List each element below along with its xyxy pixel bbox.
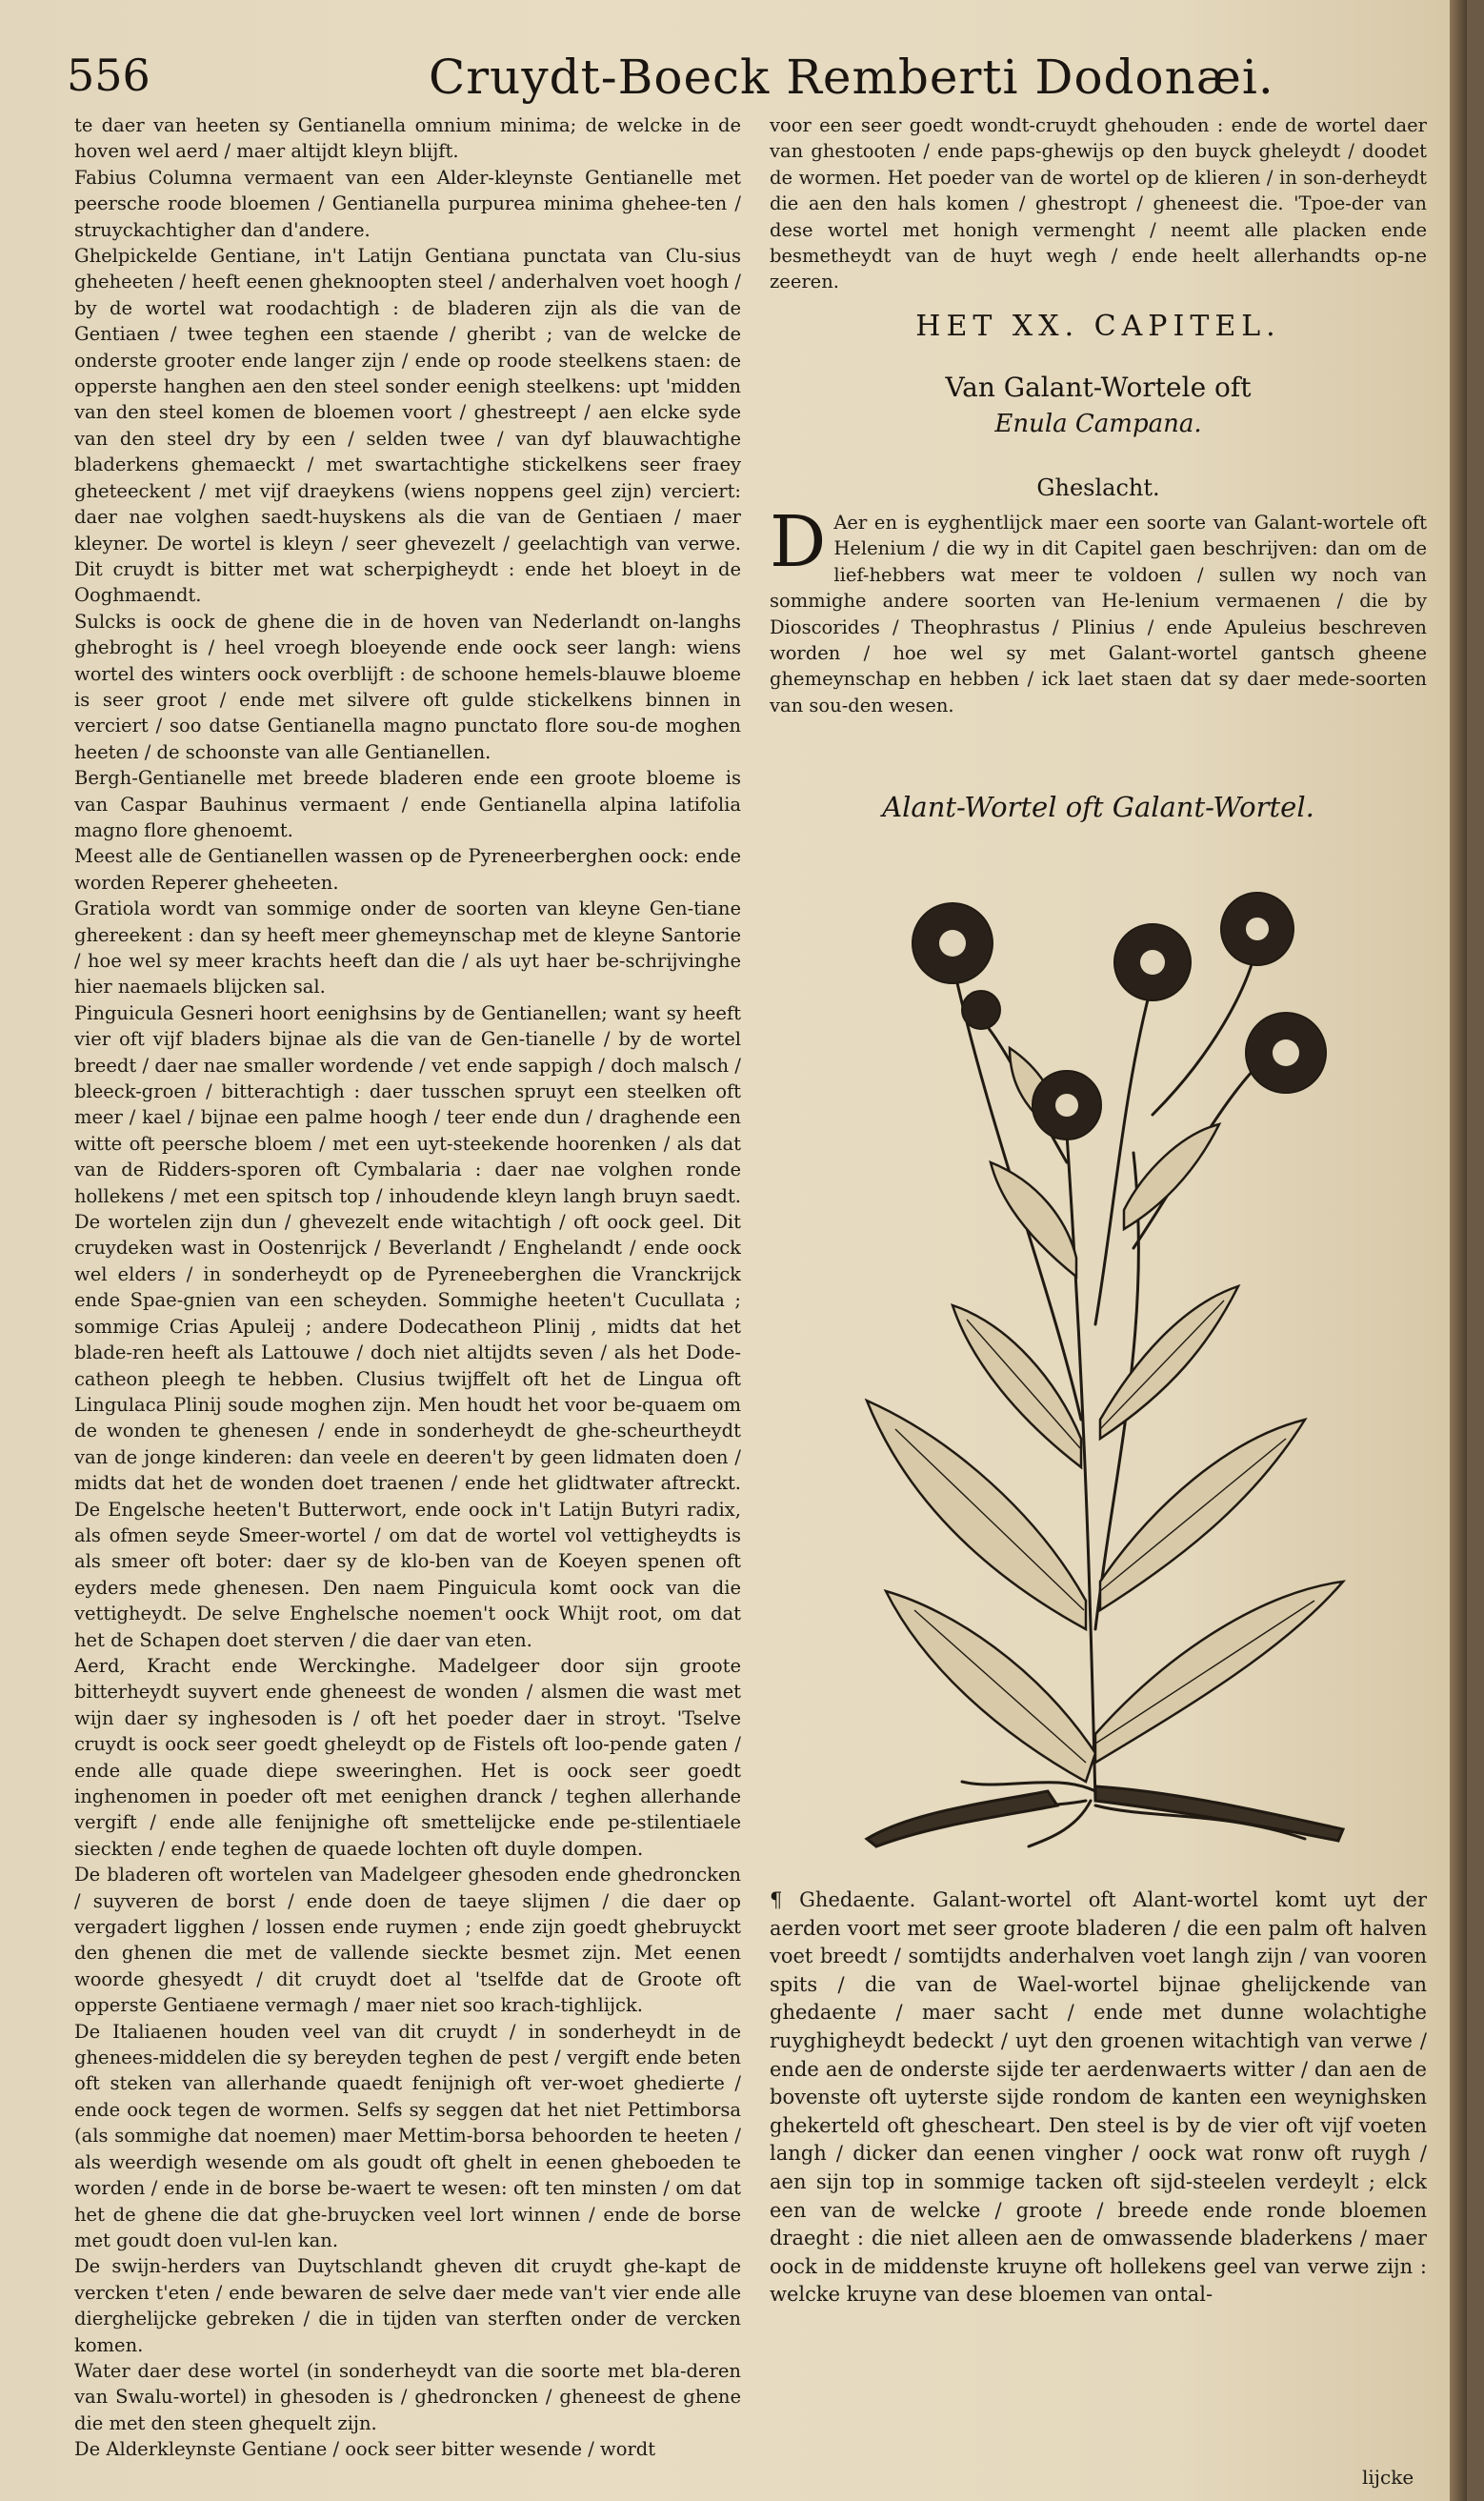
page-edge	[1450, 0, 1467, 2501]
paragraph: Ghelpickelde Gentiane, in't Latijn Gentiana punctata van Clu-sius gheheeten / heeft eenen gheknoopten steel / anderhalven voet hoogh / by de wortel wat roodachtigh : de bladeren zijn als die van de Gentiaen / twee teghen een staende / gheribt ; van de welcke de onderste grooter ende langer zijn / ende op roode steelkens staen: de opperste hanghen aen den steel sonder eenigh steelkens: upt 'midden van den steel komen de bloemen voort / ghestreept / aen elcke syde van den steel dry by een / selden twee / van dyf blauwachtighe bladerkens ghemaeckt / met swartachtighe stickelkens seer fraey gheteeckent / met vijf draeykens (wiens noppens geel zijn) verciert: daer nae volghen saedt-huyskens als die van de Gentiaen / maer kleyner. De wortel is kleyn / seer ghevezelt / geelachtigh van verwe. Dit cruydt is bitter met wat scherpigheydt : ende het bloeyt in de Ooghmaendt.	[74, 245, 741, 607]
drop-cap: D	[770, 501, 827, 583]
running-title: Cruydt-Boeck Remberti Dodonæi.	[429, 50, 1274, 105]
page-header	[67, 50, 1438, 116]
paragraph: te daer van heeten sy Gentianella omnium minima; de welcke in de hoven wel aerd / maer altijdt kleyn blijft.	[74, 114, 741, 163]
paragraph: De bladeren oft wortelen van Madelgeer ghesoden ende ghedroncken / suyveren de borst / ende doen de taeye slijmen / die daer op vergadert ligghen / lossen ende ruymen ; ende zijn goedt ghebruyckt den ghenen die met de vallende sieckte besmet zijn. Met eenen woorde ghesyedt / dit cruydt doet al 'tselfde dat de Groote oft opperste Gentiaene vermagh / maer niet soo krach-tighlijck.	[74, 1864, 741, 2017]
paragraph: De swijn-herders van Duytschlandt gheven dit cruydt ghe-kapt de vercken t'eten / ende bewaren de selve daer mede van't vier ende alle dierghelijcke gebreken / die in tijden van sterften onder de vercken komen.	[74, 2255, 741, 2356]
chapter-latin-name: Enula Campana.	[994, 410, 1202, 438]
paragraph: Pinguicula Gesneri hoort eenighsins by de Gentianellen; want sy heeft vier oft vijf bladers bijnae als die van de Gen-tianelle / by de wortel breedt / daer nae smaller wordende / vet ende sappigh / doch malsch / bleeck-groen / bitterachtigh : daer tusschen spruyt een steelken oft meer / kael / bijnae een palme hoogh / teer ende dun / draghende een witte oft peersche bloem / met een uyt-steekende hoorenken / als dat van de Ridders-sporen oft Cymbalaria : daer nae volghen ronde hollekens / met een spitsch top / inhoudende kleyn langh bruyn saedt. De wortelen zijn dun / ghevezelt ende witachtigh / oft oock geel. Dit cruydeken wast in Oostenrijck / Beverlandt / Enghelandt / ende oock wel elders / in sonderheydt op de Pyreneeberghen die Vranckrijck ende Spae-gnien van een scheyden. Sommighe heeten't Cucullata ; sommige Crias Apuleij ; andere Dodecatheon Plinij , midts dat het blade-ren heeft als Lattouwe / doch niet altijdts seven / als het Dode-catheon pleegh te hebben. Clusius twijffelt oft het de Lingua oft Lingulaca Plinij soude moghen zijn. Men houdt het voor be-quaem om de wonden te ghenesen / ende in sonderheydt de ghe-scheurtheydt van de jonge kinderen: dan veele en deeren't by geen lidmaten doen / midts dat het de wonden doet traenen / ende het glidtwater aftreckt. De Engelsche heeten't Butterwort, ende oock in't Latijn Butyri radix, als ofmen seyde Smeer-wortel / om dat de wortel vol vettigheydts is als smeer oft boter: daer sy de klo-ben van de Koeyen spenen oft eyders mede ghenesen. Den naem Pinguicula komt oock van die vettigheydt. De selve Enghelsche noemen't oock Whijt root, om dat het de Schapen doet sterven / die daer van eten.	[74, 1001, 741, 1651]
paragraph: Fabius Columna vermaent van een Alder-kleynste Gentianelle met peersche roode bloemen / Gentianella purpurea minima ghehee-ten / struyckachtigher dan d'andere.	[74, 166, 741, 241]
chapter-heading: HET XX. CAPITEL.	[915, 310, 1281, 343]
paragraph: Water daer dese wortel (in sonderheydt van die soorte met bla-deren van Swalu-wortel) in ghesoden is / ghedroncken / gheneest de ghene die met den steen ghequelt zijn.	[74, 2359, 741, 2434]
page-number: 556	[67, 50, 150, 101]
paragraph: Gratiola wordt van sommige onder de soorten van kleyne Gen-tiane ghereekent : dan sy heeft meer ghemeynschap met de kleyne Santorie / hoe wel sy meer krachts heeft dan die / als uyt haer be-schrijvinghe hier naemaels blijcken sal.	[74, 898, 741, 998]
paragraph: Meest alle de Gentianellen wassen op de Pyreneerberghen oock: ende worden Reperer gheheeten.	[74, 845, 741, 894]
section-label: Gheslacht.	[1036, 474, 1160, 501]
chapter-title-text: Van Galant-Wortele oft	[945, 372, 1252, 403]
description-paragraph: ¶ Ghedaente. Galant-wortel oft Alant-wortel komt uyt der aerden voort met seer groote bladeren / die een palm oft halven voet breedt / somtijdts anderhalven voet langh zijn / van vooren spits / die van de Wael-wortel bijnae ghelijckende van ghedaente / maer sacht / ende met dunne wolachtighe ruyghigheydt bedeckt / uyt den groenen witachtigh van verwe / ende aen de onderste sijde ter aerdenwaerts witter / dan aen de bovenste oft uyterste sijde rondom de kanten een weynighsken ghekerteld oft ghescheart. Den steel is by de vier oft vijf voeten langh / dicker dan eenen vingher / oock wat ronw oft ruygh / aen sijn top in sommige tacken oft sijd-steelen verdeylt ; elck een van de welcke / groote / breede ende ronde bloemen draeght : die niet alleen aen de omwassende bladerkens / maer oock in de middenste kruyne oft hollekens geel van verwe zijn : welcke kruyne van dese bloemen van ontal-	[770, 1888, 1427, 2307]
intro-paragraph	[770, 501, 1427, 718]
paragraph: Sulcks is oock de ghene die in de hoven van Nederlandt on-langhs ghebroght is / heel vroegh bloeyende ende oock seer langh: wiens wortel des winters oock overblijft : de schoone hemels-blauwe bloeme is seer groot / ende met silvere oft gulde stickelkens binnen in verciert / soo datse Gentianella magno punctato flore sou-de moghen heeten / de schoonste van alle Gentianellen.	[74, 610, 741, 763]
right-column-continuation: voor een seer goedt wondt-cruydt ghehouden : ende de wortel daer van ghestooten / ende paps-ghewijs op den buyck gheleydt / doodet de wormen. Het poeder van de wortel op de klieren / in son-derheydt die aen den hals komen / ghestropt / gheneest die. 'Tpoe-der van dese wortel met honigh vermenght / neemt alle placken ende besmetheydt van de huyt wegh / ende heelt allerhandts op-ne zeeren.	[770, 114, 1427, 293]
paragraph: De Italiaenen houden veel van dit cruydt / in sonderheydt in de ghenees-middelen die sy bereyden teghen de pest / vergift ende beten oft steken van allerhande quaedt fenijnigh oft ver-woet ghedierte / ende oock tegen de wormen. Selfs sy seggen dat het niet Pettimborsa (als sommighe dat noemen) maer Mettim-borsa behoorden te heeten / als weerdigh wesende om als goudt oft ghelt in eenen gheboeden te worden / ende in de borse be-waert te wesen: oft ten minsten / om dat het de ghene die dat ghe-bruycken veel lort winnen / ende de borse met goudt doen vul-len kan.	[74, 2020, 741, 2251]
catchword: lijcke	[1362, 2466, 1414, 2489]
plant-woodcut-illustration	[810, 848, 1400, 1848]
chapter-title	[770, 370, 1427, 442]
paragraph: Aerd, Kracht ende Werckinghe. Madelgeer door sijn groote bitterheydt suyvert ende gheneest de wonden / alsmen die wast met wijn daer sy inghesoden is / oft het poeder daer in stroyt. 'Tselve cruydt is oock seer goedt gheleydt op de Fistels oft loo-pende gaten / ende alle quade diepe sweeringhen. Het is oock seer goedt inghenomen in poeder oft met eenighen dranck / teghen allerhande vergift / ende alle fenijnighe oft smettelijcke ende pe-stilentiaele sieckten / ende teghen de quaede lochten oft duyle dompen.	[74, 1654, 741, 1860]
paragraph: De Alderkleynste Gentiane / oock seer bitter wesende / wordt	[74, 2438, 656, 2461]
intro-text: Aer en is eyghentlijck maer een soorte van Galant-wortele oft Helenium / die wy in dit Capitel gaen beschrijven: dan om de lief-hebbers wat meer te voldoen / sullen wy noch van sommighe andere soorten van He-lenium vermaenen / die by Dioscorides / Theophrastus / Plinius / ende Apuleius beschreven worden / hoe wel sy met Galant-wortel gantsch gheene ghemeynschap en hebben / ick laet staen dat sy daer mede-soorten van sou-den wesen.	[770, 512, 1427, 716]
left-column	[74, 112, 741, 2485]
figure-caption: Alant-Wortel oft Galant-Wortel.	[882, 791, 1314, 823]
paragraph: Bergh-Gentianelle met breede bladeren ende een groote bloeme is van Caspar Bauhinus vermaent / ende Gentianella alpina latifolia magno flore ghenoemt.	[74, 767, 741, 841]
